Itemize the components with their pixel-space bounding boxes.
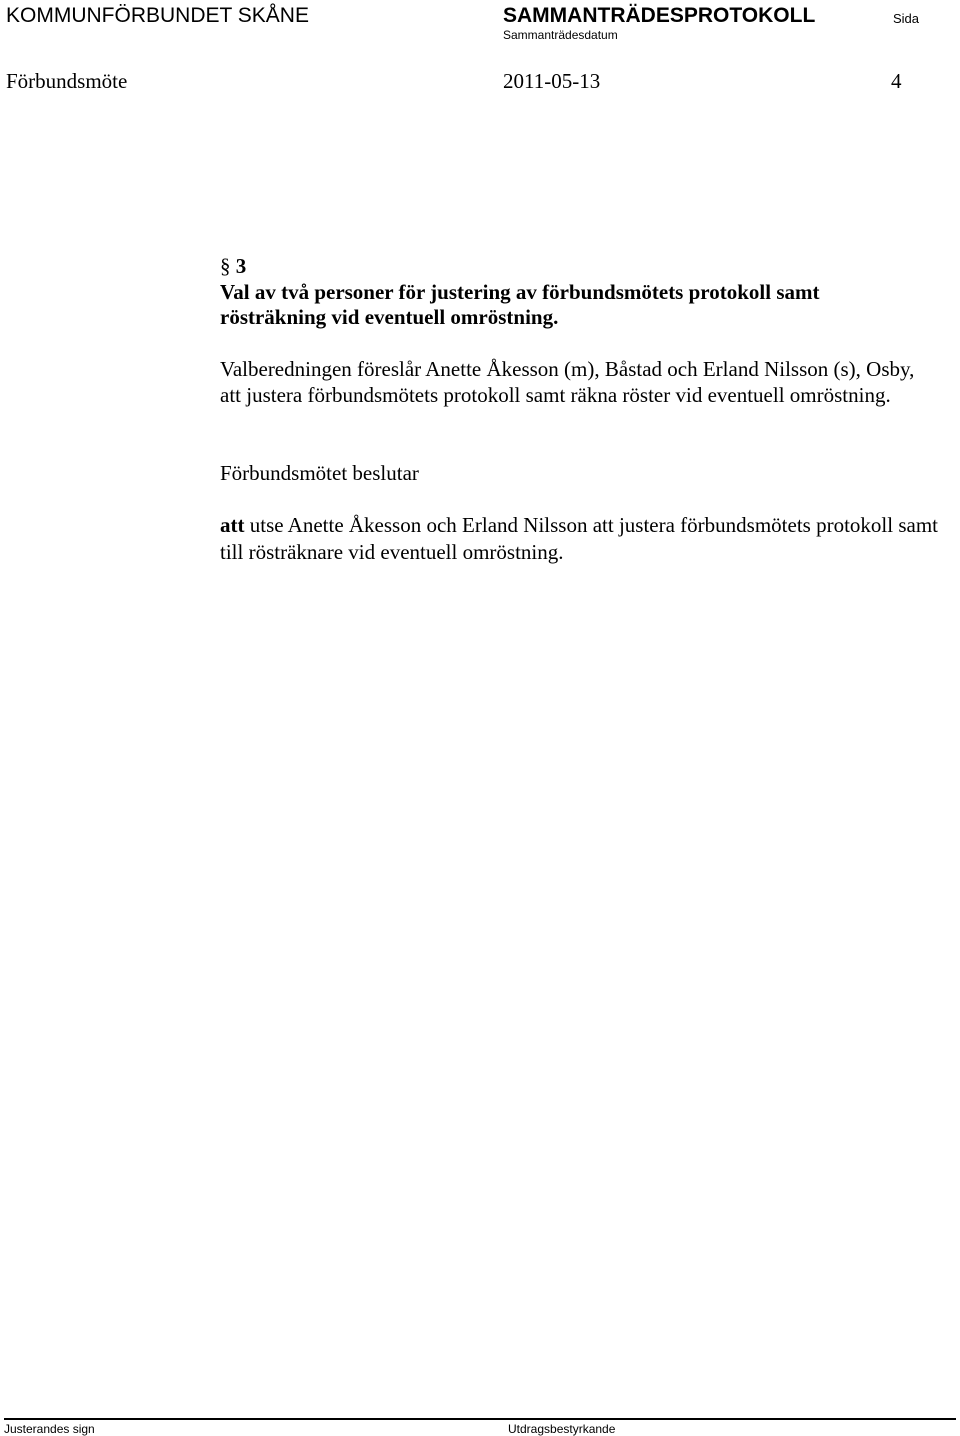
section-number-value: 3 [235,254,247,278]
meeting-date: 2011-05-13 [503,69,601,93]
page-label: Sida [893,11,920,26]
decision-keyword: att [220,513,245,537]
decision-text [220,512,955,566]
page-number: 4 [891,69,902,93]
section-number [220,254,246,279]
organization-name: KOMMUNFÖRBUNDET SKÅNE [6,4,309,27]
certification-label: Utdragsbestyrkande [508,1422,616,1436]
meeting-date-label: Sammanträdesdatum [503,28,618,42]
signature-label: Justerandes sign [4,1422,95,1436]
section-heading: Val av två personer för justering av förbundsmötets protokoll samt rösträkning vid eventuell omröstning. [220,280,820,329]
document-type: SAMMANTRÄDESPROTOKOLL [503,4,816,27]
decision-body: utse Anette Åkesson och Erland Nilsson att justera förbundsmötets protokoll samt till rösträknare vid eventuell omröstning. [220,513,938,564]
meeting-name: Förbundsmöte [6,69,128,93]
footer-divider [4,1418,956,1420]
decision-heading: Förbundsmötet beslutar [220,461,419,485]
section-sign: § [220,254,231,278]
proposal-text: Valberedningen föreslår Anette Åkesson (m), Båstad och Erland Nilsson (s), Osby, att justera förbundsmötets protokoll samt räkna röster vid eventuell omröstning. [220,357,915,407]
